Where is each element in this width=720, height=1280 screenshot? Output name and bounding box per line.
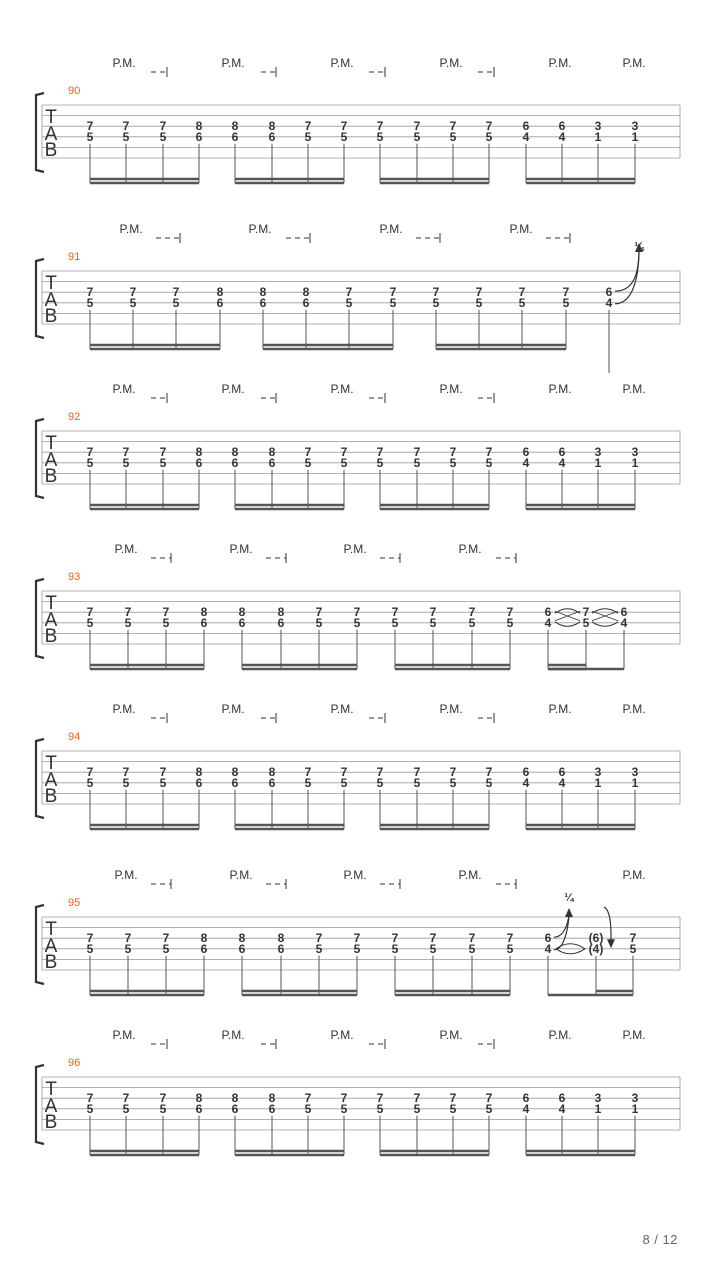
fret-number: 5 [122,455,130,470]
bar-number: 94 [68,731,81,743]
fret-number: 7 [86,605,94,620]
fret-number: 7 [162,605,170,620]
fret-number: 7 [376,1091,384,1106]
palm-mute-label: P.M. [330,56,354,70]
fret-number: 3 [631,445,639,460]
palm-mute-label: P.M. [458,868,482,882]
bar-number: 95 [68,897,81,909]
tab-clef-letter: A [44,1096,58,1117]
fret-number: 5 [304,775,312,790]
fret-number: 7 [429,605,437,620]
palm-mute-label: P.M. [439,382,463,396]
palm-mute-label: P.M. [119,222,143,236]
tab-system-92 [36,382,680,509]
fret-number: 7 [475,285,483,300]
release-curve [604,907,611,944]
tab-clef-letter: B [44,466,58,487]
fret-number: 5 [518,295,526,310]
fret-number: 7 [340,445,348,460]
fret-number: 5 [315,615,323,630]
fret-number: 8 [268,445,276,460]
fret-number: 7 [413,1091,421,1106]
fret-number: 8 [195,119,203,134]
tab-clef-letter: T [45,273,57,294]
fret-number: 6 [231,129,239,144]
fret-number: 7 [315,605,323,620]
tab-system-96 [36,1028,680,1155]
fret-number: 7 [162,931,170,946]
fret-number: 7 [159,119,167,134]
fret-number: 5 [345,295,353,310]
tab-clef-letter: T [45,1079,57,1100]
fret-number: 5 [304,455,312,470]
fret-number: 7 [485,765,493,780]
fret-number: 5 [429,615,437,630]
fret-number: 6 [544,931,552,946]
palm-mute-label: P.M. [548,56,572,70]
fret-number: 7 [485,445,493,460]
fret-number: 8 [238,605,246,620]
fret-number: 5 [562,295,570,310]
palm-mute-label: P.M. [548,702,572,716]
palm-mute-label: P.M. [112,702,136,716]
fret-number: 4 [558,455,566,470]
bar-number: 93 [68,571,81,583]
tab-clef-letter: A [44,770,58,791]
fret-number: 3 [594,445,602,460]
fret-number: 4 [558,1101,566,1116]
tab-clef-letter: A [44,450,58,471]
palm-mute-label: P.M. [343,868,367,882]
fret-number: 1 [631,775,639,790]
fret-number: 7 [413,765,421,780]
fret-number: 5 [468,615,476,630]
fret-number: 8 [268,1091,276,1106]
palm-mute-label: P.M. [458,542,482,556]
fret-number: 6 [277,615,285,630]
fret-number: 5 [449,455,457,470]
fret-number: 1 [631,129,639,144]
fret-number: 5 [389,295,397,310]
palm-mute-label: P.M. [330,1028,354,1042]
fret-number: 4 [605,295,613,310]
fret-number: 5 [159,1101,167,1116]
fret-number: 6 [195,775,203,790]
fret-number: 7 [562,285,570,300]
fret-number: 5 [391,941,399,956]
tab-clef-letter: B [44,786,58,807]
fret-number: 6 [522,119,530,134]
tab-clef-letter: T [45,593,57,614]
fret-number: 4 [544,941,552,956]
fret-number: 4 [522,129,530,144]
fret-number: 7 [129,285,137,300]
fret-number: 5 [413,455,421,470]
fret-number: 7 [86,931,94,946]
fret-number: 6 [558,119,566,134]
tab-system-94 [36,702,680,829]
fret-number: 5 [376,775,384,790]
fret-number: 5 [432,295,440,310]
fret-number: 7 [468,605,476,620]
fret-number: 7 [340,765,348,780]
fret-number: 7 [124,605,132,620]
fret-number: 5 [122,1101,130,1116]
fret-number: 7 [506,605,514,620]
fret-number: 6 [259,295,267,310]
palm-mute-label: P.M. [439,56,463,70]
fret-number: 7 [122,1091,130,1106]
fret-number: 5 [449,775,457,790]
fret-number: 8 [195,1091,203,1106]
fret-number: 6 [268,455,276,470]
fret-number: 7 [304,445,312,460]
palm-mute-label: P.M. [622,702,646,716]
fret-number: 5 [413,775,421,790]
fret-number: 7 [376,445,384,460]
tab-clef-letter: B [44,140,58,161]
fret-number: 3 [631,1091,639,1106]
fret-number: 5 [86,941,94,956]
fret-number: 8 [195,765,203,780]
fret-number: 5 [304,129,312,144]
fret-number: 7 [86,765,94,780]
tab-clef-letter: B [44,306,58,327]
fret-number: 7 [304,1091,312,1106]
fret-number: 7 [159,765,167,780]
fret-number: 5 [475,295,483,310]
fret-number: 8 [238,931,246,946]
fret-number: 5 [506,941,514,956]
palm-mute-label: P.M. [439,1028,463,1042]
fret-number: 8 [200,605,208,620]
fret-number: 8 [302,285,310,300]
fret-number: 7 [304,765,312,780]
bar-number: 91 [68,251,81,263]
fret-number: 5 [172,295,180,310]
fret-number: 5 [122,775,130,790]
fret-number: 5 [340,1101,348,1116]
fret-number: 6 [522,765,530,780]
fret-number: 7 [304,119,312,134]
tab-clef-letter: A [44,290,58,311]
fret-number: 6 [544,605,552,620]
fret-number: 8 [231,119,239,134]
fret-number: 3 [594,765,602,780]
palm-mute-label: P.M. [112,56,136,70]
palm-mute-label: P.M. [330,702,354,716]
fret-number: 5 [315,941,323,956]
fret-number: 6 [605,285,613,300]
fret-number: 7 [429,931,437,946]
tab-clef-letter: B [44,626,58,647]
fret-number: 5 [159,129,167,144]
fret-number: 3 [631,765,639,780]
fret-number: 7 [86,1091,94,1106]
fret-number: 8 [259,285,267,300]
palm-mute-label: P.M. [114,868,138,882]
slide-mark [555,611,580,621]
fret-number: 5 [449,1101,457,1116]
fret-number: 7 [86,119,94,134]
fret-number: 6 [522,1091,530,1106]
fret-number: 6 [200,941,208,956]
fret-number: 7 [159,445,167,460]
fret-number: 7 [315,931,323,946]
tab-clef-letter: T [45,433,57,454]
fret-number: 3 [594,119,602,134]
tab-clef-letter: T [45,753,57,774]
fret-number: 5 [468,941,476,956]
fret-number: 7 [468,931,476,946]
fret-number: (4) [588,941,604,956]
fret-number: 5 [86,615,94,630]
fret-number: 6 [268,1101,276,1116]
fret-number: 7 [340,119,348,134]
fret-number: 6 [268,775,276,790]
fret-number: 7 [340,1091,348,1106]
bar-number: 92 [68,411,81,423]
fret-number: 5 [353,615,361,630]
palm-mute-label: P.M. [622,868,646,882]
page-number: 8 / 12 [642,1232,678,1247]
fret-number: 7 [518,285,526,300]
fret-number: 4 [558,129,566,144]
fret-number: 7 [485,119,493,134]
fret-number: 1 [631,1101,639,1116]
tab-clef-letter: A [44,610,58,631]
fret-number: 5 [485,1101,493,1116]
palm-mute-label: P.M. [112,382,136,396]
fret-number: 6 [200,615,208,630]
fret-number: 6 [277,941,285,956]
fret-number: 7 [485,1091,493,1106]
fret-number: 5 [413,1101,421,1116]
fret-number: 6 [558,1091,566,1106]
palm-mute-label: P.M. [379,222,403,236]
fret-number: 5 [86,129,94,144]
fret-number: 5 [582,615,590,630]
fret-number: 7 [506,931,514,946]
fret-number: 7 [122,765,130,780]
palm-mute-label: P.M. [229,868,253,882]
fret-number: 6 [195,129,203,144]
fret-number: 4 [620,615,628,630]
palm-mute-label: P.M. [622,1028,646,1042]
fret-number: 5 [86,295,94,310]
fret-number: 1 [594,455,602,470]
bend-arrow [565,908,573,917]
fret-number: 7 [122,445,130,460]
palm-mute-label: P.M. [622,382,646,396]
fret-number: 5 [124,615,132,630]
fret-number: 6 [522,445,530,460]
fret-number: 5 [304,1101,312,1116]
tab-clef-letter: A [44,124,58,145]
fret-number: 5 [340,129,348,144]
fret-number: 7 [353,931,361,946]
fret-number: 3 [631,119,639,134]
fret-number: 6 [195,1101,203,1116]
fret-number: 5 [429,941,437,956]
fret-number: 7 [389,285,397,300]
tab-system-93 [36,542,680,669]
palm-mute-label: P.M. [221,56,245,70]
fret-number: 7 [353,605,361,620]
fret-number: 7 [629,931,637,946]
fret-number: 5 [340,455,348,470]
fret-number: 7 [432,285,440,300]
fret-number: 5 [129,295,137,310]
fret-number: 7 [345,285,353,300]
fret-number: 5 [629,941,637,956]
fret-number: 7 [376,119,384,134]
fret-number: 6 [558,445,566,460]
fret-number: 6 [231,455,239,470]
palm-mute-label: P.M. [221,382,245,396]
fret-number: 6 [302,295,310,310]
fret-number: 8 [216,285,224,300]
tab-clef-letter: B [44,952,58,973]
tab-clef-letter: B [44,1112,58,1133]
palm-mute-label: P.M. [229,542,253,556]
fret-number: 8 [195,445,203,460]
fret-number: 4 [522,775,530,790]
fret-number: 8 [277,931,285,946]
fret-number: 6 [238,615,246,630]
bend-curve [615,249,639,291]
fret-number: 6 [231,775,239,790]
bend-amount: ¼ [564,892,574,904]
fret-number: 7 [449,445,457,460]
tab-clef-letter: A [44,936,58,957]
fret-number: 7 [413,445,421,460]
fret-number: 5 [340,775,348,790]
fret-number: 6 [195,455,203,470]
tab-clef-letter: T [45,107,57,128]
fret-number: 4 [522,1101,530,1116]
palm-mute-label: P.M. [221,1028,245,1042]
palm-mute-label: P.M. [114,542,138,556]
fret-number: 5 [485,775,493,790]
fret-number: 8 [231,445,239,460]
fret-number: 7 [449,119,457,134]
fret-number: 7 [122,119,130,134]
release-arrow [607,939,615,948]
fret-number: 8 [200,931,208,946]
palm-mute-label: P.M. [548,1028,572,1042]
fret-number: 5 [376,1101,384,1116]
fret-number: 1 [594,129,602,144]
bend-amount: ¼ [634,241,644,253]
palm-mute-label: P.M. [439,702,463,716]
fret-number: (6) [588,931,604,946]
fret-number: 5 [162,941,170,956]
palm-mute-label: P.M. [112,1028,136,1042]
fret-number: 5 [122,129,130,144]
fret-number: 7 [159,1091,167,1106]
fret-number: 1 [594,1101,602,1116]
fret-number: 6 [238,941,246,956]
palm-mute-label: P.M. [509,222,533,236]
tab-system-91 [36,222,680,373]
fret-number: 7 [172,285,180,300]
fret-number: 6 [268,129,276,144]
fret-number: 5 [86,775,94,790]
fret-number: 7 [391,605,399,620]
fret-number: 4 [558,775,566,790]
fret-number: 5 [124,941,132,956]
fret-number: 8 [277,605,285,620]
palm-mute-label: P.M. [330,382,354,396]
fret-number: 8 [268,765,276,780]
fret-number: 5 [485,455,493,470]
fret-number: 6 [231,1101,239,1116]
fret-number: 7 [391,931,399,946]
palm-mute-label: P.M. [221,702,245,716]
fret-number: 6 [620,605,628,620]
palm-mute-label: P.M. [622,56,646,70]
tab-system-90 [36,56,680,183]
fret-number: 5 [86,1101,94,1116]
fret-number: 5 [159,455,167,470]
slide-mark [592,611,618,621]
fret-number: 7 [413,119,421,134]
fret-number: 5 [159,775,167,790]
fret-number: 4 [522,455,530,470]
fret-number: 3 [594,1091,602,1106]
fret-number: 5 [86,455,94,470]
fret-number: 5 [413,129,421,144]
fret-number: 1 [631,455,639,470]
fret-number: 5 [449,129,457,144]
fret-number: 8 [268,119,276,134]
tab-system-95 [36,868,680,995]
fret-number: 4 [544,615,552,630]
fret-number: 7 [449,765,457,780]
fret-number: 5 [391,615,399,630]
palm-mute-label: P.M. [548,382,572,396]
bar-number: 96 [68,1057,81,1069]
bar-number: 90 [68,85,81,97]
fret-number: 7 [124,931,132,946]
fret-number: 5 [506,615,514,630]
fret-number: 5 [162,615,170,630]
palm-mute-label: P.M. [343,542,367,556]
fret-number: 5 [353,941,361,956]
fret-number: 8 [231,1091,239,1106]
fret-number: 5 [485,129,493,144]
fret-number: 7 [86,285,94,300]
fret-number: 5 [376,455,384,470]
fret-number: 7 [376,765,384,780]
fret-number: 1 [594,775,602,790]
fret-number: 5 [376,129,384,144]
fret-number: 8 [231,765,239,780]
tab-clef-letter: T [45,919,57,940]
fret-number: 6 [558,765,566,780]
fret-number: 6 [216,295,224,310]
fret-number: 7 [449,1091,457,1106]
fret-number: 7 [582,605,590,620]
fret-number: 7 [86,445,94,460]
palm-mute-label: P.M. [248,222,272,236]
